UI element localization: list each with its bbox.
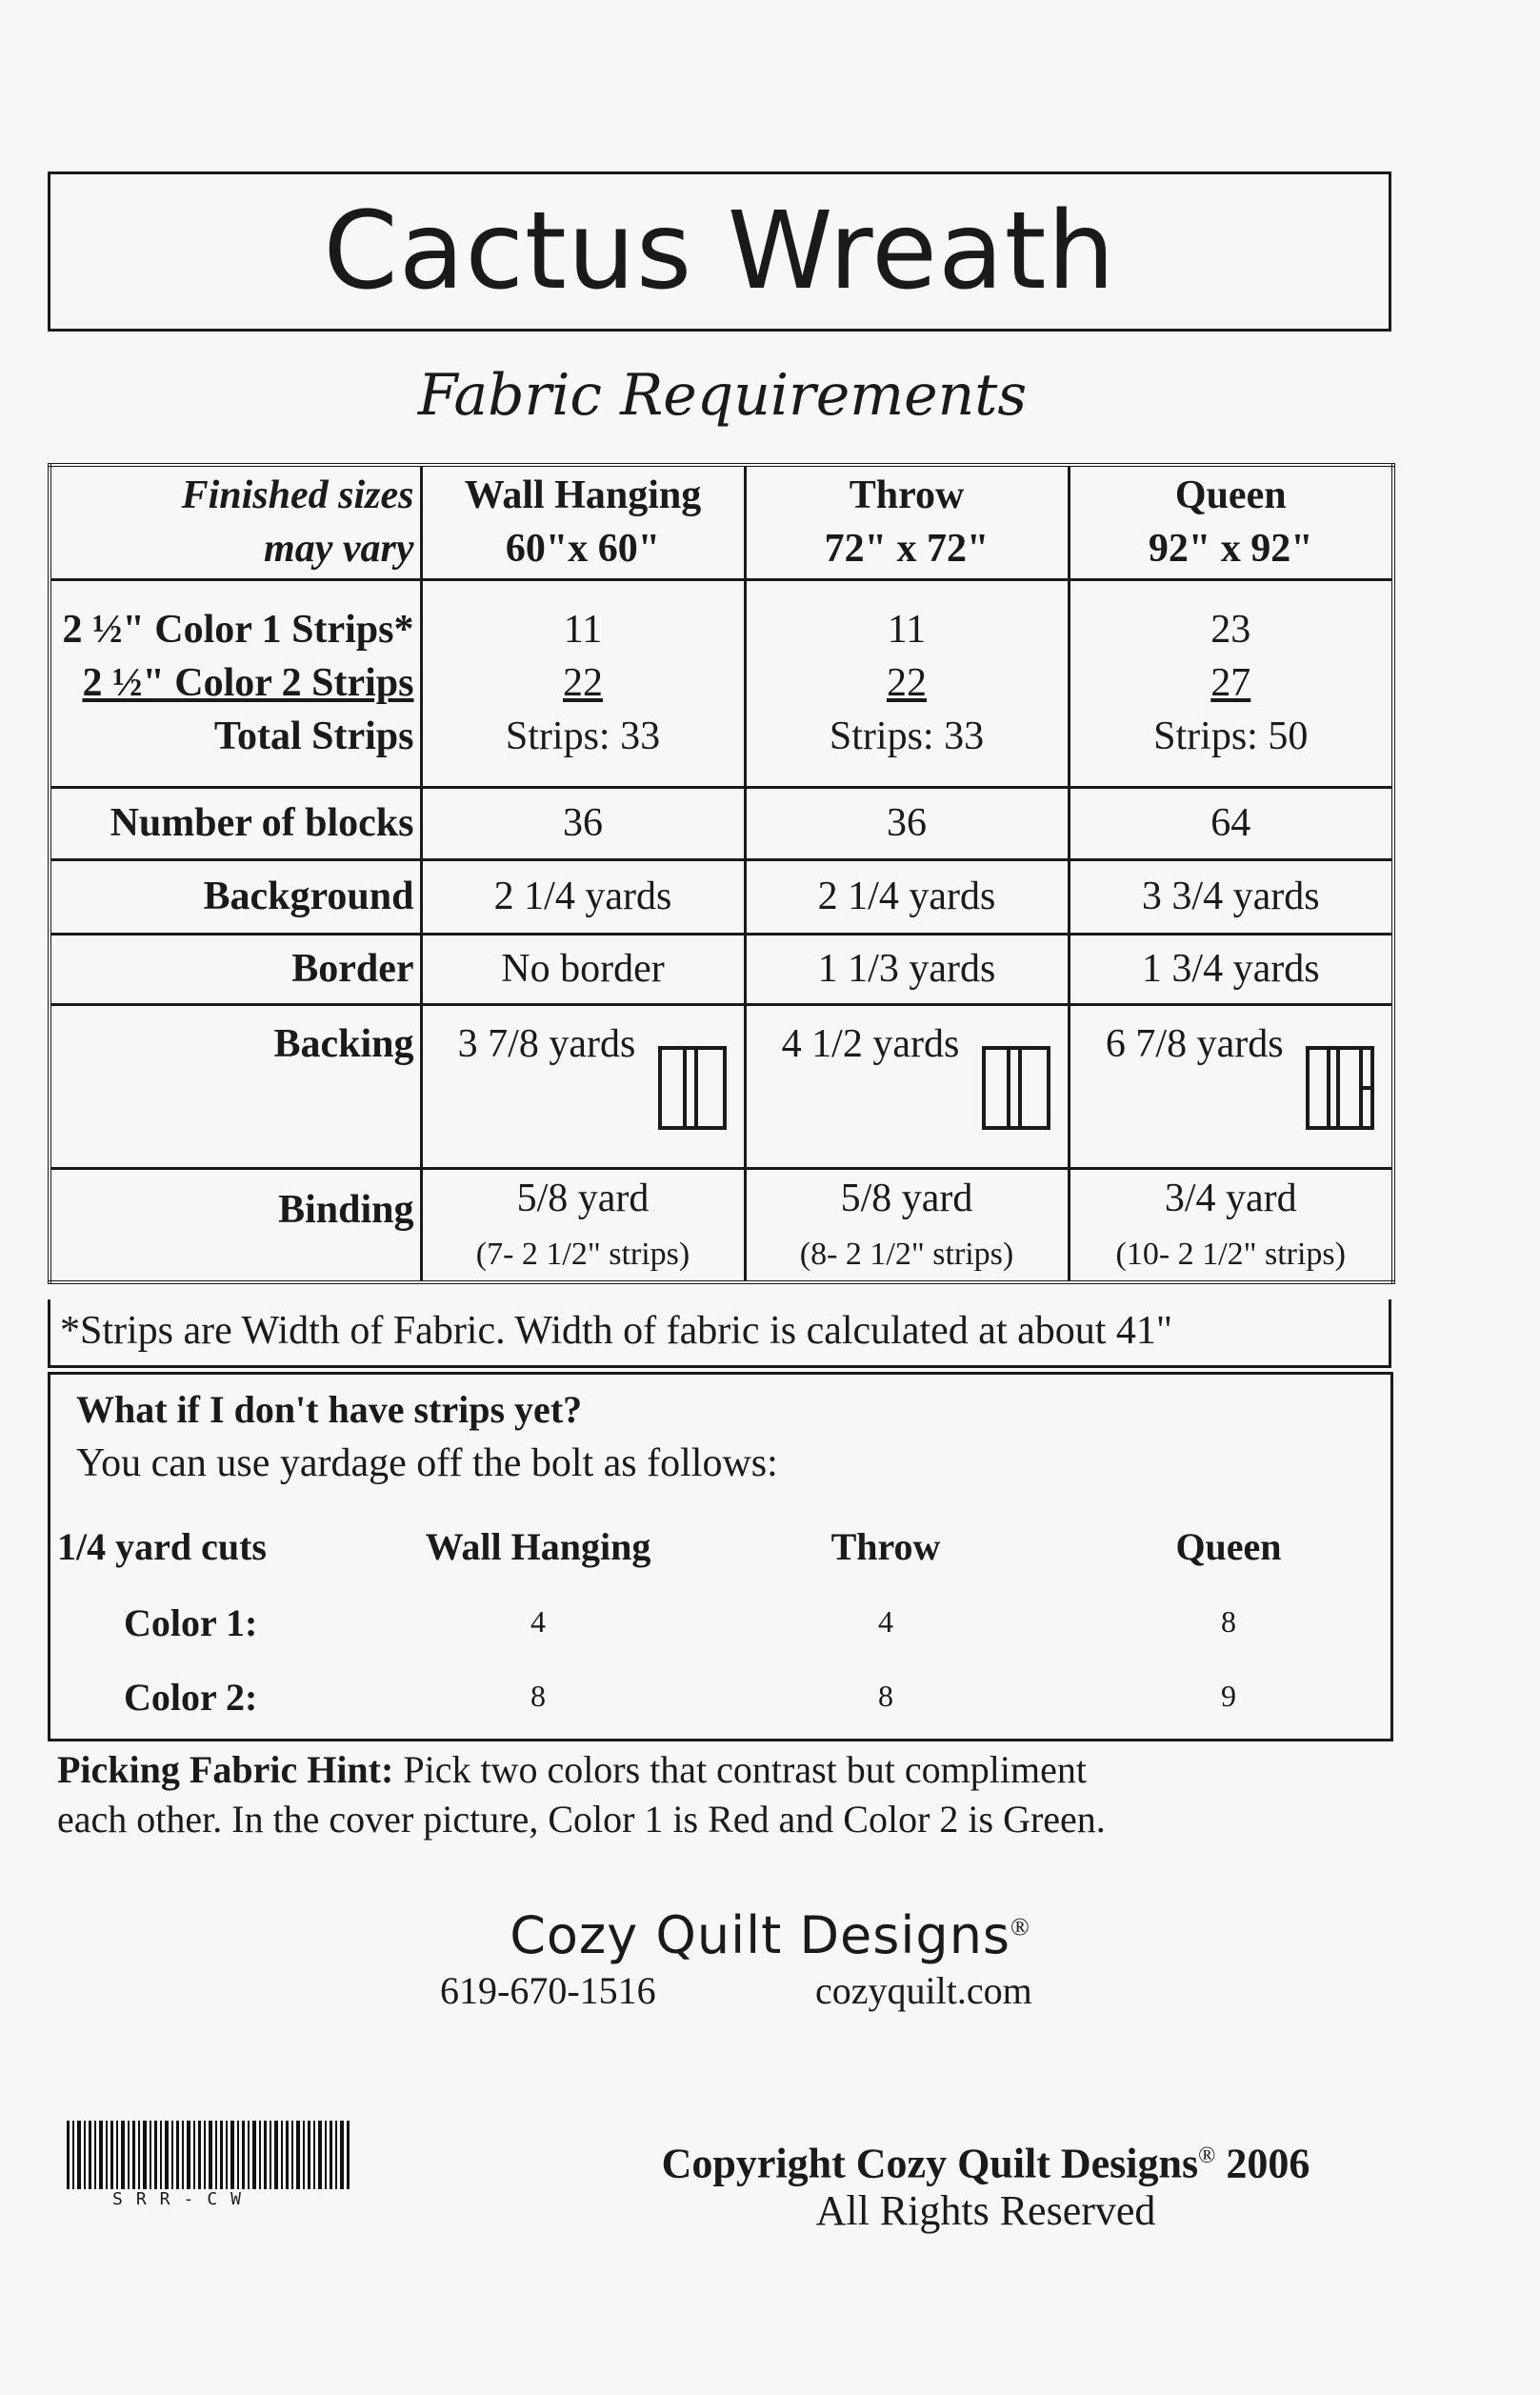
title-box bbox=[48, 171, 1391, 332]
strips-cell bbox=[421, 579, 745, 787]
strip-label: Total Strips bbox=[213, 714, 414, 758]
column-header bbox=[745, 465, 1069, 579]
table-cell: 1 1/3 yards bbox=[745, 934, 1069, 1004]
column-header bbox=[421, 465, 745, 579]
color1-strips: 11 bbox=[887, 608, 927, 652]
color1-strips: 11 bbox=[563, 608, 603, 652]
column-name: Wall Hanging bbox=[464, 473, 702, 518]
table-cell: 1 3/4 yards bbox=[1069, 934, 1393, 1004]
cuts-value: 8 bbox=[530, 1679, 546, 1713]
table-cell: 64 bbox=[1069, 787, 1393, 859]
table-header-row bbox=[50, 465, 1393, 579]
cuts-value: 8 bbox=[878, 1679, 893, 1713]
cuts-header-col: Wall Hanging bbox=[425, 1525, 651, 1568]
page-subtitle: Fabric Requirements bbox=[417, 362, 1028, 429]
corner-note-line1: Finished sizes bbox=[181, 473, 414, 518]
color2-strips: 27 bbox=[1210, 661, 1251, 705]
binding-cell bbox=[745, 1168, 1069, 1282]
strips-row bbox=[50, 579, 1393, 787]
binding-cell bbox=[421, 1168, 745, 1282]
copyright-owner: Copyright Cozy Quilt Designs bbox=[661, 2140, 1199, 2187]
brand-phone: 619-670-1516 bbox=[440, 1969, 656, 2012]
backing-yardage: 4 1/2 yards bbox=[781, 1021, 960, 1066]
hint-text: Pick two colors that contrast but compliment bbox=[393, 1748, 1087, 1791]
row-label: Binding bbox=[50, 1168, 421, 1282]
page-title: Cactus Wreath bbox=[323, 190, 1116, 313]
table-row bbox=[50, 787, 1393, 859]
copyright-year: 2006 bbox=[1215, 2140, 1310, 2187]
column-name: Queen bbox=[1174, 473, 1287, 518]
table-cell: 2 1/4 yards bbox=[421, 859, 745, 934]
column-size: 60"x 60" bbox=[505, 527, 661, 572]
cuts-value: 8 bbox=[1221, 1604, 1236, 1639]
cuts-header-label: 1/4 yard cuts bbox=[57, 1525, 267, 1568]
fabric-requirements-table bbox=[48, 463, 1395, 1284]
cuts-value: 4 bbox=[530, 1604, 546, 1639]
table-cell: 36 bbox=[745, 787, 1069, 859]
cuts-header-col: Queen bbox=[1175, 1525, 1282, 1568]
column-size: 72" x 72" bbox=[824, 527, 990, 572]
table-row bbox=[50, 859, 1393, 934]
table-row bbox=[50, 934, 1393, 1004]
row-label: Background bbox=[50, 859, 421, 934]
column-header bbox=[1069, 465, 1393, 579]
column-size: 92" x 92" bbox=[1148, 527, 1313, 572]
two-panel-backing-icon bbox=[658, 1046, 727, 1130]
barcode-text: SRR-CW bbox=[112, 2189, 255, 2209]
backing-row bbox=[50, 1004, 1393, 1168]
corner-note bbox=[50, 465, 421, 579]
backing-yardage: 3 7/8 yards bbox=[457, 1021, 636, 1066]
cuts-row-label: Color 2: bbox=[124, 1676, 258, 1719]
table-cell: 3 3/4 yards bbox=[1069, 859, 1393, 934]
binding-row bbox=[50, 1168, 1393, 1282]
binding-yardage: 3/4 yard bbox=[1164, 1176, 1297, 1220]
total-strips: Strips: 50 bbox=[1153, 714, 1309, 758]
row-label: Border bbox=[50, 934, 421, 1004]
cuts-header-col: Throw bbox=[830, 1525, 941, 1568]
rights-reserved: All Rights Reserved bbox=[815, 2187, 1156, 2234]
strips-cell bbox=[745, 579, 1069, 787]
strip-label: 2 ½" Color 2 Strips bbox=[82, 661, 414, 705]
binding-strips: (8- 2 1/2" strips) bbox=[799, 1236, 1014, 1272]
strip-label: 2 ½" Color 1 Strips* bbox=[62, 608, 414, 652]
yardage-question: What if I don't have strips yet? bbox=[76, 1388, 583, 1431]
fabric-hint bbox=[57, 1745, 1429, 1844]
binding-strips: (7- 2 1/2" strips) bbox=[475, 1236, 690, 1272]
backing-cell bbox=[1069, 1004, 1393, 1168]
binding-strips: (10- 2 1/2" strips) bbox=[1115, 1236, 1346, 1272]
strips-labels bbox=[50, 579, 421, 787]
three-panel-backing-icon bbox=[1306, 1046, 1374, 1130]
brand-name: Cozy Quilt Designs bbox=[510, 1905, 1011, 1965]
registered-mark: ® bbox=[1010, 1913, 1030, 1941]
registered-mark: ® bbox=[1198, 2143, 1216, 2168]
strips-footnote: *Strips are Width of Fabric. Width of fabric is calculated at about 41" bbox=[48, 1299, 1391, 1368]
cuts-row-label: Color 1: bbox=[124, 1601, 258, 1644]
hint-text: each other. In the cover picture, Color 1 is Red and Color 2 is Green. bbox=[57, 1798, 1106, 1841]
binding-yardage: 5/8 yard bbox=[840, 1176, 973, 1220]
binding-cell bbox=[1069, 1168, 1393, 1282]
barcode-icon bbox=[67, 2121, 352, 2189]
two-panel-backing-icon bbox=[982, 1046, 1050, 1130]
strips-cell bbox=[1069, 579, 1393, 787]
copyright-line bbox=[495, 2128, 1476, 2192]
table-cell: No border bbox=[421, 934, 745, 1004]
cuts-value: 9 bbox=[1221, 1679, 1236, 1713]
binding-yardage: 5/8 yard bbox=[516, 1176, 650, 1220]
total-strips: Strips: 33 bbox=[505, 714, 661, 758]
brand-logo bbox=[0, 1905, 1540, 1965]
row-label: Backing bbox=[50, 1004, 421, 1168]
color2-strips: 22 bbox=[563, 661, 603, 705]
backing-cell bbox=[745, 1004, 1069, 1168]
table-cell: 2 1/4 yards bbox=[745, 859, 1069, 934]
hint-label: Picking Fabric Hint: bbox=[57, 1748, 394, 1791]
total-strips: Strips: 33 bbox=[829, 714, 985, 758]
cuts-value: 4 bbox=[878, 1604, 893, 1639]
corner-note-line2: may vary bbox=[264, 527, 414, 572]
column-name: Throw bbox=[849, 473, 965, 518]
backing-cell bbox=[421, 1004, 745, 1168]
brand-website[interactable]: cozyquilt.com bbox=[815, 1969, 1032, 2012]
table-cell: 36 bbox=[421, 787, 745, 859]
color1-strips: 23 bbox=[1210, 608, 1251, 652]
backing-yardage: 6 7/8 yards bbox=[1105, 1021, 1284, 1066]
color2-strips: 22 bbox=[887, 661, 927, 705]
row-label: Number of blocks bbox=[50, 787, 421, 859]
yardage-subtext: You can use yardage off the bolt as follows: bbox=[76, 1441, 778, 1485]
